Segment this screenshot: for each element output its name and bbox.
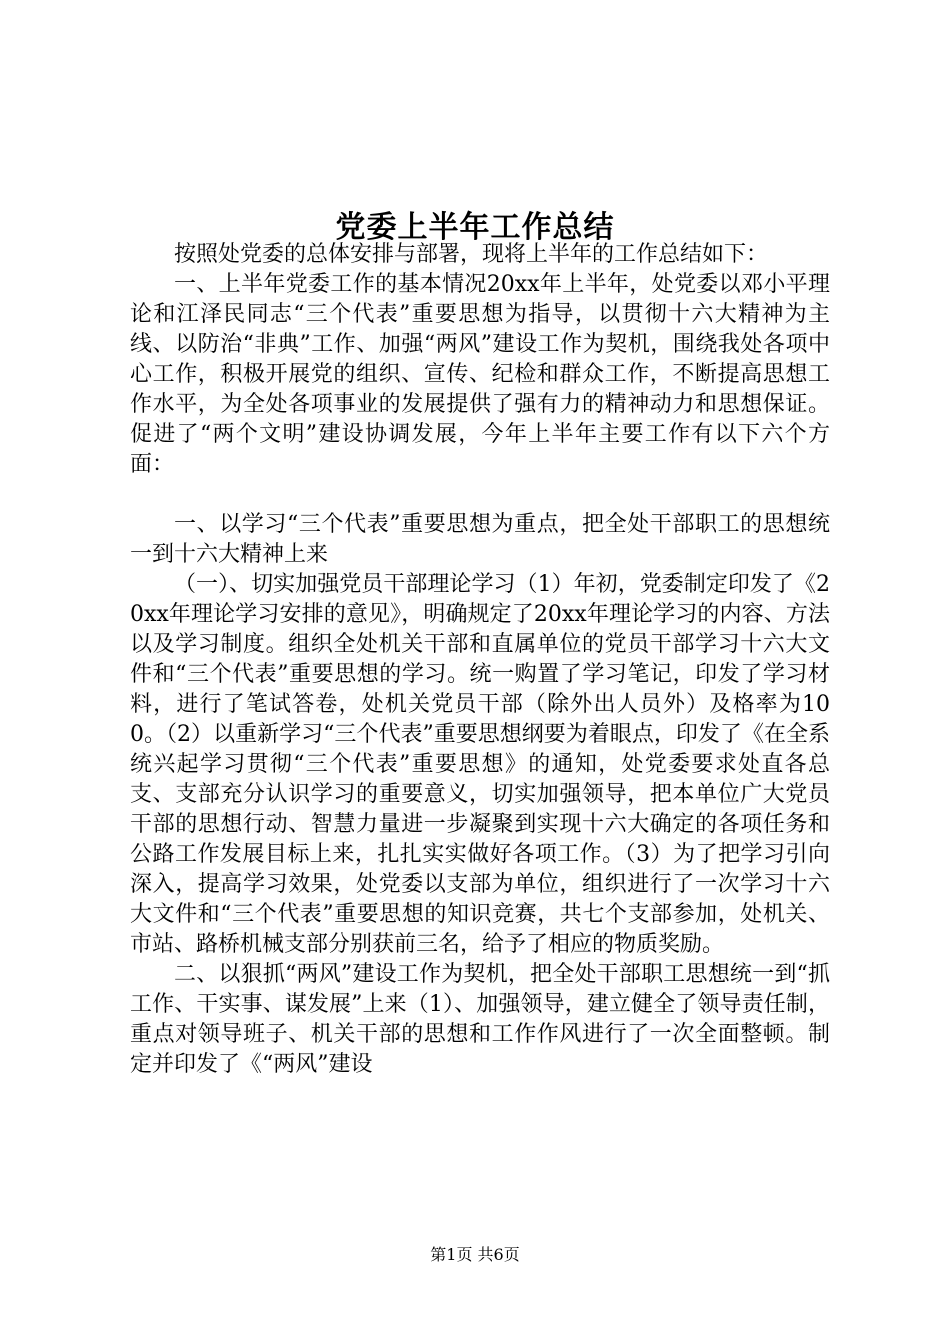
document-body xyxy=(130,240,830,1080)
paragraph-intro: 按照处党委的总体安排与部署，现将上半年的工作总结如下： xyxy=(174,242,769,267)
paragraph-section-one-heading: 一、以学习“三个代表”重要思想为重点，把全处干部职工的思想统一到十六大精神上来 xyxy=(130,512,830,567)
paragraph-spacer xyxy=(130,480,830,510)
document-title: 党委上半年工作总结 xyxy=(335,210,615,246)
paragraph-overview: 一、上半年党委工作的基本情况20xx年上半年，处党委以邓小平理论和江泽民同志“三个代表”重要思想为指导，以贯彻十六大精神为主线、以防治“非典”工作、加强“两风”建设工作为契机，围绕我处各项中心工作，积极开展党的组织、宣传、纪检和群众工作，不断提高思想工作水平，为全处各项事业的发展提供了强有力的精神动力和思想保证。促进了“两个文明”建设协调发展，今年上半年主要工作有以下六个方面： xyxy=(130,272,830,477)
paragraph-theory-study: （一）、切实加强党员干部理论学习（1）年初，党委制定印发了《20xx年理论学习安排的意见》，明确规定了20xx年理论学习的内容、方法以及学习制度。组织全处机关干部和直属单位的党员干部学习十六大文件和“三个代表”重要思想的学习。统一购置了学习笔记，印发了学习材料，进行了笔试答卷，处机关党员干部（除外出人员外）及格率为100。（2）以重新学习“三个代表”重要思想纲要为着眼点，印发了《在全系统兴起学习贯彻“三个代表”重要思想》的通知，处党委要求处直各总支、支部充分认识学习的重要意义，切实加强领导，把本单位广大党员干部的思想行动、智慧力量进一步凝聚到实现十六大确定的各项任务和公路工作发展目标上来，扎扎实实做好各项工作。（3）为了把学习引向深入，提高学习效果，处党委以支部为单位，组织进行了一次学习十六大文件和“三个代表”重要思想的知识竞赛，共七个支部参加，处机关、市站、路桥机械支部分别获前三名，给予了相应的物质奖励。 xyxy=(130,572,830,957)
page-footer: 第1页 共6页 xyxy=(430,1245,520,1264)
paragraph-section-two: 二、以狠抓“两风”建设工作为契机，把全处干部职工思想统一到“抓工作、干实事、谋发展”上来（1）、加强领导，建立健全了领导责任制，重点对领导班子、机关干部的思想和工作作风进行了一次全面整顿。制定并印发了《“两风”建设 xyxy=(130,962,830,1077)
